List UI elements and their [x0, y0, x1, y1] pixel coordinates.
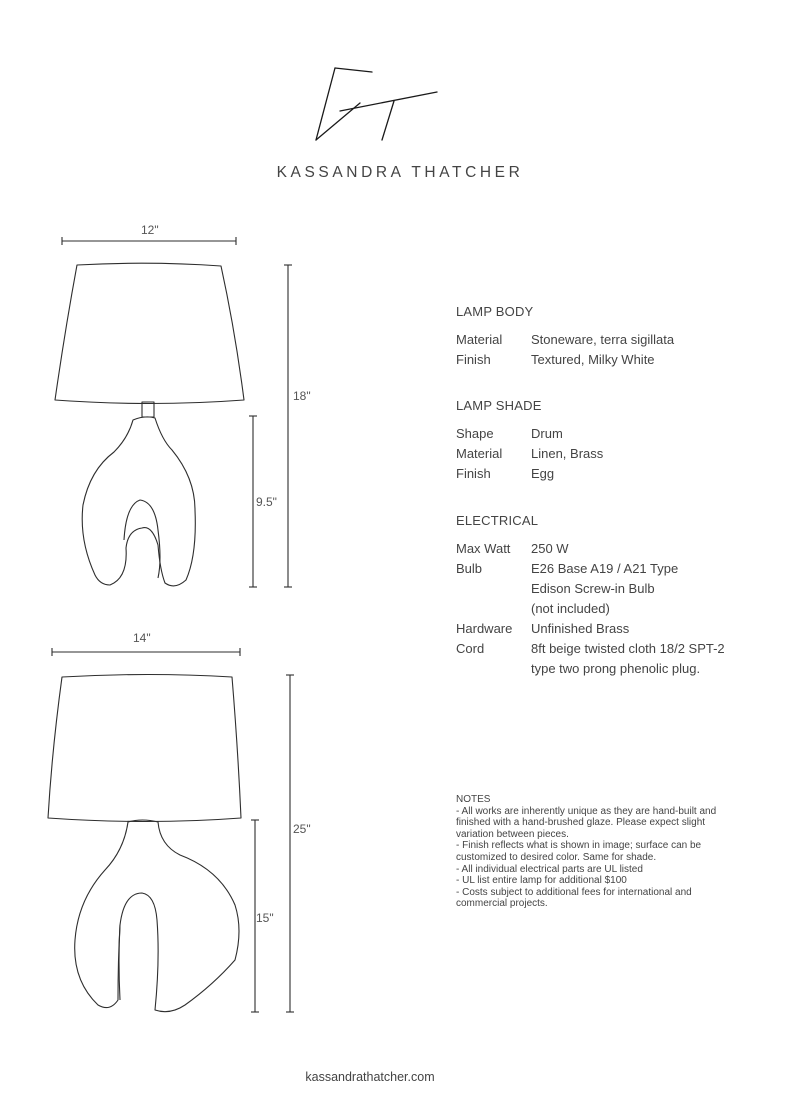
- spec-value: Textured, Milky White: [531, 352, 655, 367]
- notes-line: - All individual electrical parts are UL listed: [456, 863, 643, 875]
- brand-name: KASSANDRA THATCHER: [276, 164, 524, 181]
- spec-value: Unfinished Brass: [531, 621, 630, 636]
- spec-value-line2: Edison Screw-in Bulb: [531, 581, 655, 596]
- spec-value: Egg: [531, 466, 555, 481]
- spec-row: [456, 444, 603, 464]
- spec-value: Stoneware, terra sigillata: [531, 332, 675, 347]
- large-overall-height-label: 25": [293, 822, 311, 836]
- section-title-lamp-shade: LAMP SHADE: [456, 398, 542, 413]
- website-link[interactable]: kassandrathatcher.com: [305, 1070, 435, 1084]
- spec-value: Linen, Brass: [531, 446, 604, 461]
- spec-row: [456, 424, 603, 444]
- notes-line: commercial projects.: [456, 898, 548, 910]
- spec-table-lamp-body: [456, 330, 674, 370]
- spec-row: [456, 539, 725, 559]
- small-shade-width-label: 12": [141, 223, 159, 237]
- spec-row: [456, 330, 674, 350]
- spec-lamp-shade: [456, 396, 603, 484]
- spec-lamp-body: [456, 302, 674, 370]
- spec-table-electrical: [456, 539, 725, 679]
- spec-key: Bulb: [456, 561, 483, 576]
- spec-value: E26 Base A19 / A21 Type: [531, 561, 679, 576]
- large-base-height-label: 15": [256, 911, 274, 925]
- large-body: [75, 820, 239, 1012]
- large-shade-width-label: 14": [133, 631, 151, 645]
- spec-value: 8ft beige twisted cloth 18/2 SPT-2: [531, 641, 725, 656]
- spec-row: [456, 464, 603, 484]
- notes-line: finished with a hand-brushed glaze. Please expect slight: [456, 817, 706, 829]
- notes-block: [456, 794, 761, 910]
- spec-row: [456, 350, 674, 370]
- section-title-electrical: ELECTRICAL: [456, 513, 539, 528]
- small-shade: [55, 263, 244, 403]
- spec-key: Material: [456, 446, 503, 461]
- large-shade: [48, 675, 241, 822]
- spec-value-line3: (not included): [531, 601, 610, 616]
- small-lamp-drawing: [55, 237, 292, 587]
- small-overall-height-label: 18": [293, 389, 311, 403]
- spec-row: [456, 619, 725, 639]
- notes-line: - UL list entire lamp for additional $100: [456, 875, 627, 887]
- notes-title: NOTES: [456, 794, 491, 805]
- spec-key: Cord: [456, 641, 485, 656]
- notes-line: - All works are inherently unique as they are hand-built and: [456, 805, 717, 817]
- spec-electrical: [456, 511, 725, 679]
- spec-key: Material: [456, 332, 503, 347]
- large-lamp-drawing: [48, 648, 294, 1012]
- spec-table-lamp-shade: [456, 424, 603, 484]
- spec-row: [456, 639, 725, 679]
- small-neck: [142, 402, 154, 417]
- spec-key: Hardware: [456, 621, 513, 636]
- spec-value-line2: type two prong phenolic plug.: [531, 661, 701, 676]
- section-title-lamp-body: LAMP BODY: [456, 304, 534, 319]
- spec-value: 250 W: [531, 541, 569, 556]
- notes-line: - Costs subject to additional fees for international and: [456, 886, 692, 898]
- spec-key: Finish: [456, 466, 491, 481]
- small-body: [82, 417, 195, 586]
- spec-key: Shape: [456, 426, 494, 441]
- spec-key: Max Watt: [456, 541, 511, 556]
- notes-line: customized to desired color. Same for shade.: [456, 851, 657, 863]
- spec-row: [456, 559, 725, 619]
- spec-key: Finish: [456, 352, 491, 367]
- small-base-height-label: 9.5": [256, 495, 277, 509]
- small-body-hole: [124, 500, 160, 578]
- spec-value: Drum: [531, 426, 563, 441]
- notes-line: variation between pieces.: [456, 828, 569, 840]
- large-body-hole: [119, 925, 120, 1000]
- notes-line: - Finish reflects what is shown in image; surface can be: [456, 840, 702, 852]
